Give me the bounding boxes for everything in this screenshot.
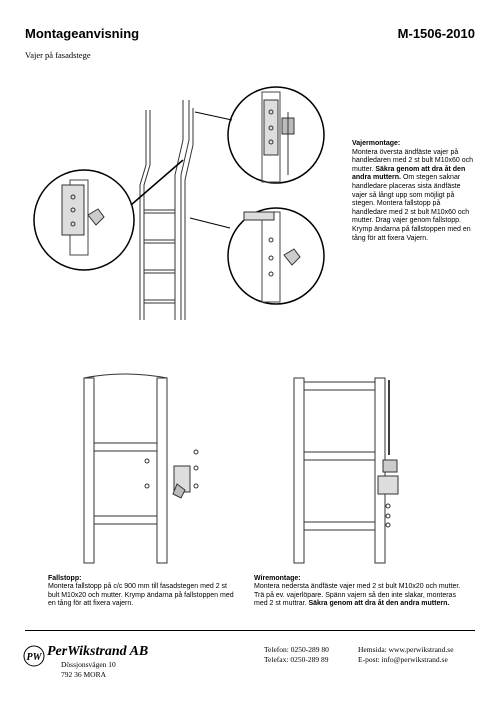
website-link[interactable]: Hemsida: www.perwikstrand.se (358, 645, 454, 654)
address-line-1: Dössjonsvägen 10 (61, 660, 116, 669)
footer-divider (25, 630, 475, 631)
phone-contacts (264, 645, 329, 665)
logo-lettering: PW (26, 652, 42, 663)
company-name: PerWikstrand AB (47, 644, 149, 659)
detail-circle-bottom-right (228, 208, 324, 304)
vajermontage-heading: Vajermontage: (352, 140, 401, 147)
wiremontage-heading: Wiremontage: (254, 575, 301, 582)
company-address (61, 660, 116, 679)
company-logo-icon (24, 646, 44, 666)
vajermontage-text-bold: Säkra genom att dra åt den andra muttern. (352, 165, 466, 182)
fallstopp-description (48, 575, 234, 609)
vajermontage-text-1: Montera översta ändfäste vajer på handledaren med 2 st bult M10x60 och mutter. (352, 148, 474, 173)
fallstopp-ladder-drawing (84, 374, 198, 563)
address-line-2: 792 36 MORA (61, 669, 107, 679)
wiremontage-description (254, 575, 466, 609)
page-title: Montageanvisning (25, 26, 140, 41)
fallstopp-text: Montera fallstopp på c/c 900 mm till fasadstegen med 2 st bult M10x20 och mutter. Krymp ändarna på fallstoppen med en tång för att fixera vajern. (48, 583, 234, 608)
vajermontage-description (352, 140, 474, 243)
document-number: M-1506-2010 (397, 26, 475, 41)
email-link[interactable]: E-post: info@perwikstrand.se (358, 655, 448, 664)
detail-circle-top-right (228, 87, 324, 183)
top-ladder-drawing (131, 100, 232, 320)
vajermontage-text-2: Om stegen saknar handledare placeras sista ändfäste vajer så långt upp som möjligt på stegen. Montera fallstopp på handledare med 2 st bult M10x60 och mutter. Drag vajer genom fallstopp. Krymp ändarna på fallstoppen med en tång för att fixera Vajern. (352, 174, 471, 242)
detail-circle-left (34, 170, 134, 270)
phone-number: Telefon: 0250-289 80 (264, 645, 329, 654)
fax-number: Telefax: 0250-289 89 (264, 655, 329, 664)
wiremontage-text-1: Montera nedersta ändfäste vajer med 2 st bult M10x20 och mutter. Trä på ev. vajerlöpare. Spänn vajern så den inte slakar, monteras med 2 st muttrar. (254, 583, 461, 608)
web-contacts (358, 645, 454, 665)
wiremontage-text-bold: Säkra genom att dra åt den andra muttern. (308, 600, 450, 608)
wiremontage-ladder-drawing (294, 378, 398, 563)
fallstopp-heading: Fallstopp: (48, 575, 82, 582)
page-subtitle: Vajer på fasadstege (25, 50, 91, 60)
